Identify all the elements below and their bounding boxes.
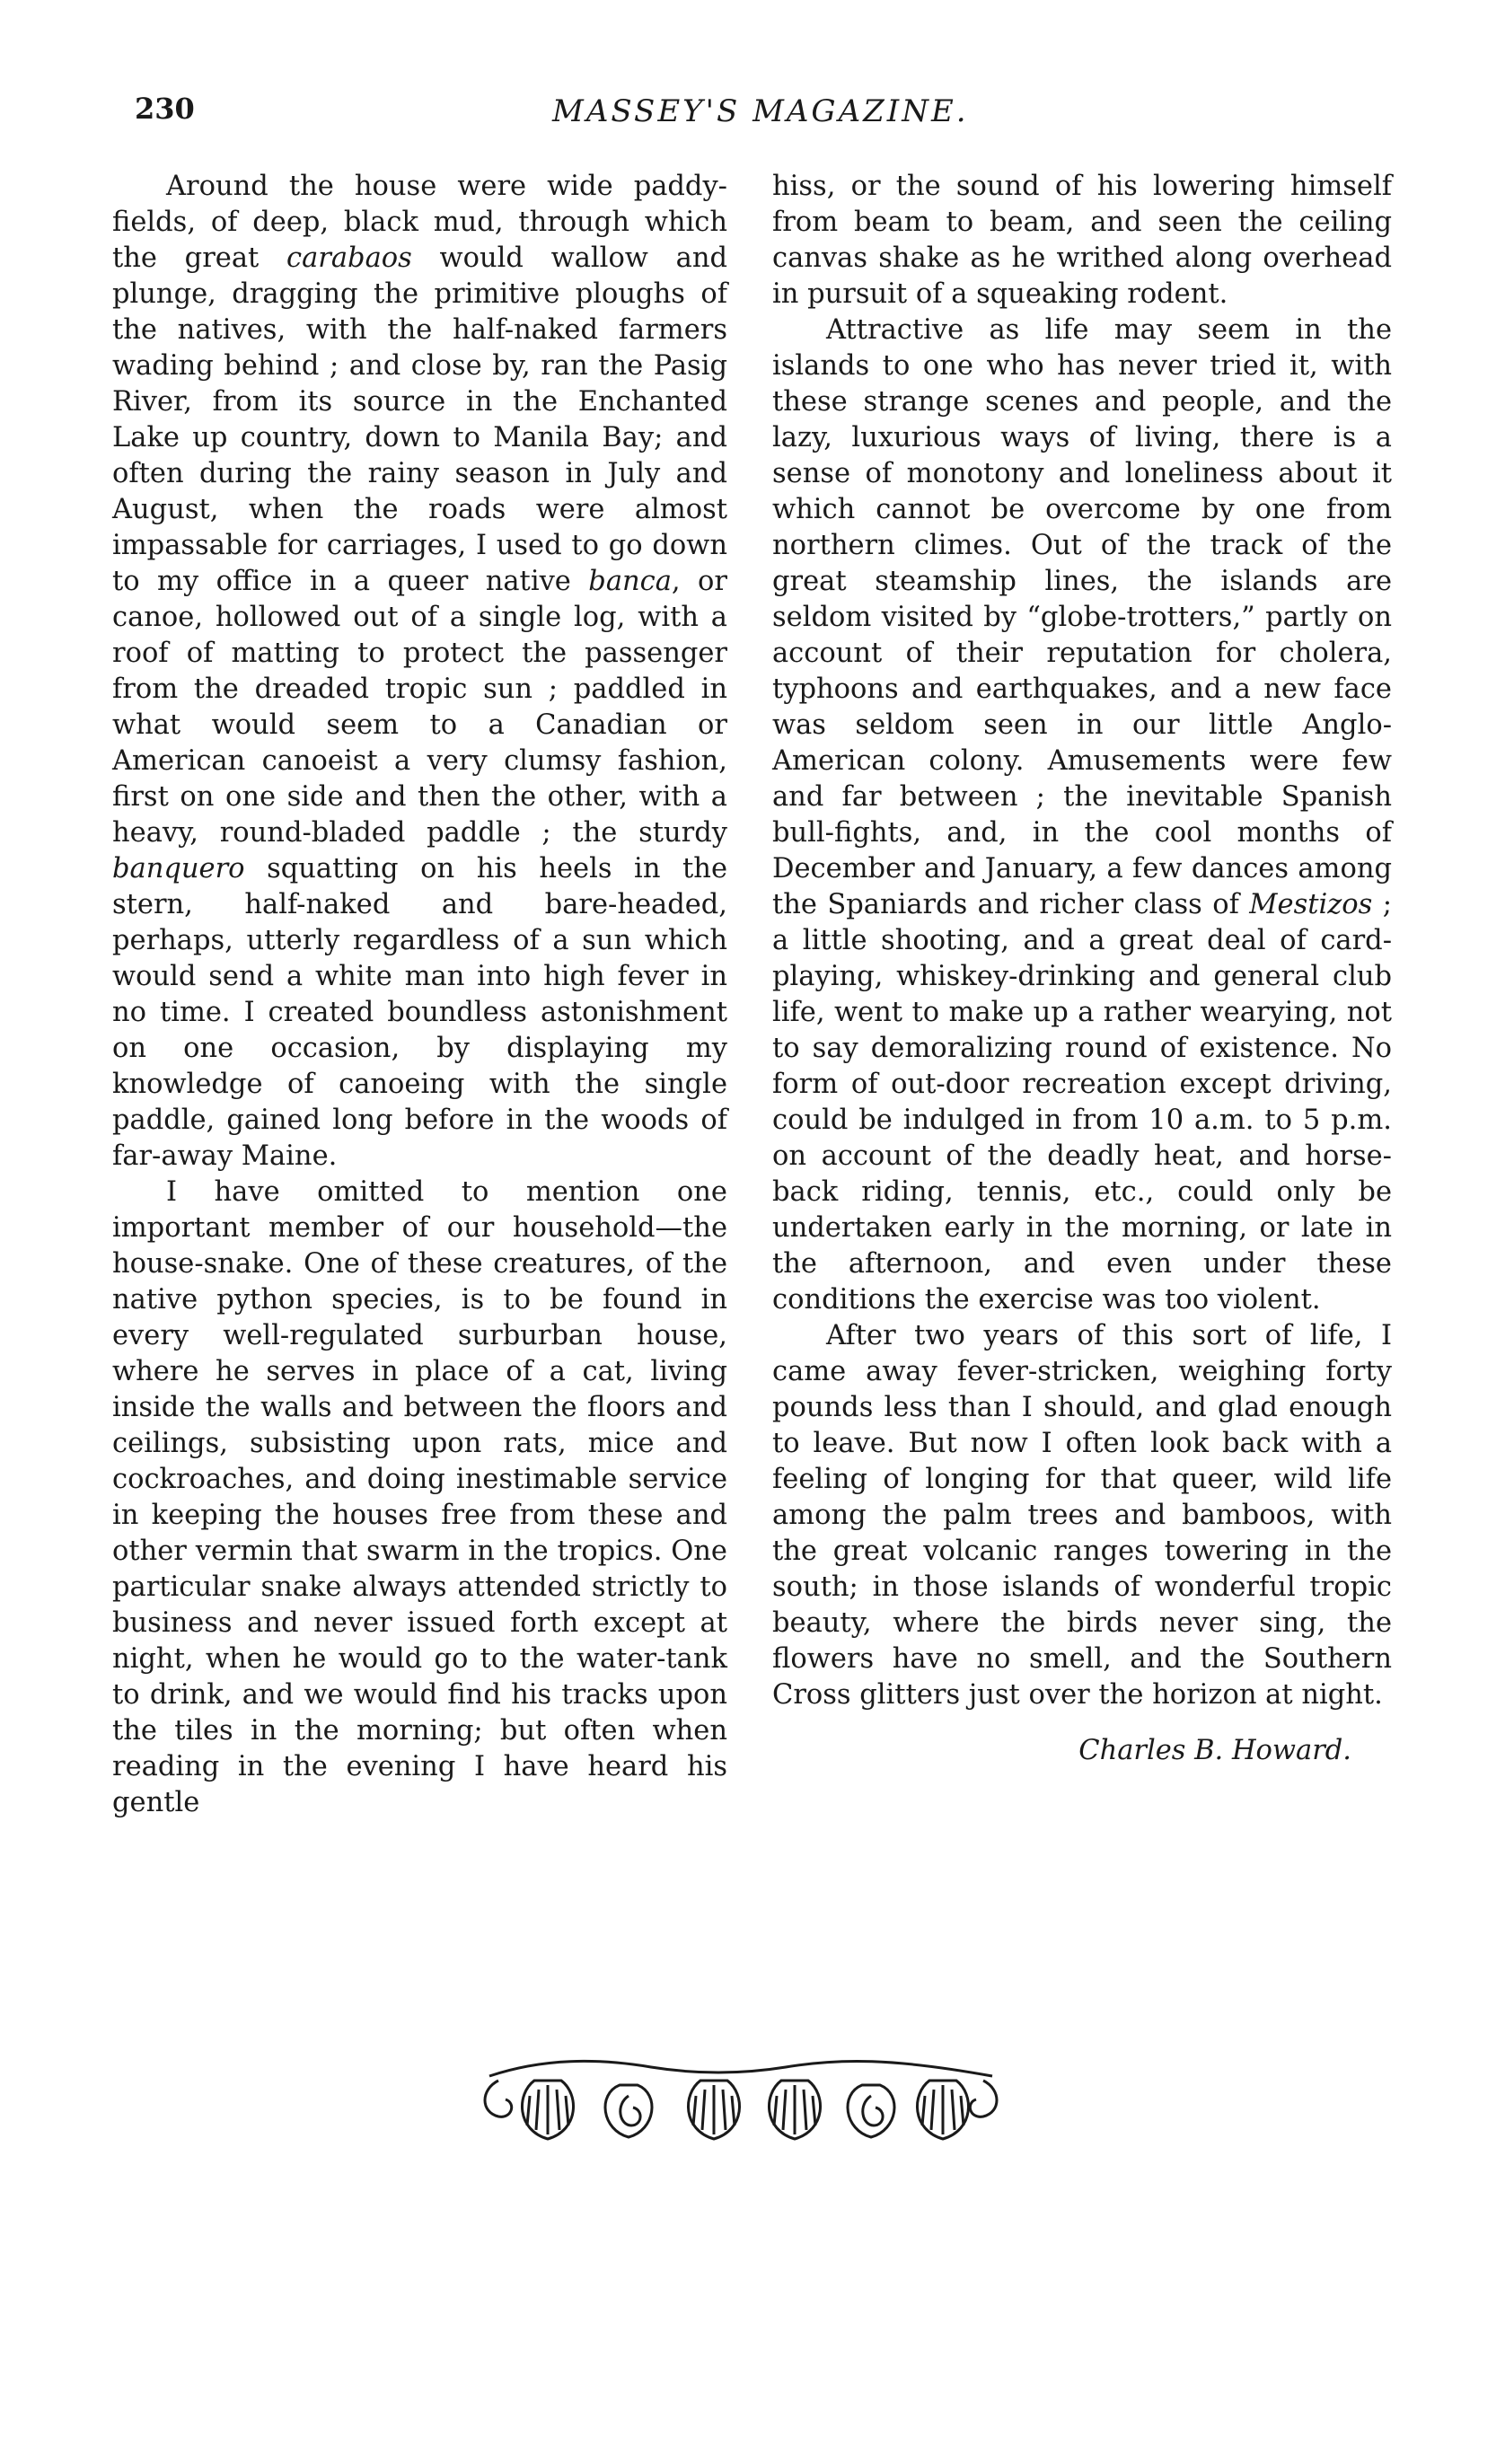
text-run: ; a little shooting, and a great deal of card-playing, whiskey-drinking and general club life, went to make up a rather wearying, not to say demoralizing round of existence. No form of out-door recreation except driving, could be indulged in from 10 a.m. to 5 p.m. on account of the deadly heat, and horse-back riding, tennis, etc., could only be undertaken early in the morning, or late in the afternoon, and even under these conditions the exercise was too violent.: [772, 889, 1393, 1316]
page-number: 230: [135, 92, 195, 126]
italic-term-banca: banca: [588, 566, 672, 597]
paragraph-continuation: hiss, or the sound of his lowering himself from beam to beam, and seen the ceiling canvas shake as he writhed along overhead in pursuit of a squeaking rodent.: [772, 171, 1392, 310]
shell-and-scroll-ornament-icon: [471, 2040, 1010, 2157]
paragraph-island-life: [772, 312, 1392, 1318]
text-run: , or canoe, hollowed out of a single log, with a roof of matting to protect the passenger from the dreaded tropic sun ; paddled in what would seem to a Canadian or American canoeist a very clumsy fashion, first on one side and then the other, with a heavy, round-bladed paddle ; the sturdy: [112, 566, 727, 849]
italic-term-banquero: banquero: [112, 853, 245, 884]
paragraph-departure: After two years of this sort of life, I came away fever-stricken, weighing forty pounds less than I should, and glad enough to leave. But now I often look back with a feeling of longing for that queer, wild life among the palm trees and bamboos, with the great volcanic ranges towering in the south; in those islands of wonderful tropic beauty, where the birds never sing, the flowers have no smell, and the Southern Cross glitters just over the horizon at night.: [772, 1320, 1392, 1711]
text-run: Attractive as life may seem in the islands to one who has never tried it, with these strange scenes and people, and the lazy, luxurious ways of living, there is a sense of monotony and loneliness about it which cannot be overcome by one from northern climes. Out of the track of the great steamship lines, the islands are seldom visited by “globe-trotters,” partly on account of their reputation for cholera, typhoons and earthquakes, and a new face was seldom seen in our little Anglo-American colony. Amusements were few and far between ; the inevitable Spanish bull-fights, and, in the cool months of December and January, a few dances among the Spaniards and richer class of: [772, 314, 1392, 920]
running-title: MASSEY'S MAGAZINE.: [552, 93, 969, 129]
page-header: [135, 92, 1374, 145]
text-run: Around the house were wide paddy-fields, of deep, black mud, through which the great: [112, 171, 727, 274]
text-run: would wallow and plunge, dragging the primitive ploughs of the natives, with the half-naked farmers wading behind ; and close by, ran the Pasig River, from its source in the Enchanted Lake up country, down to Manila Bay; and often during the rainy season in July and August, when the roads were almost impassable for carriages, I used to go down to my office in a queer native: [112, 242, 727, 597]
author-signature: Charles B. Howard.: [1078, 1735, 1351, 1766]
text-run: squatting on his heels in the stern, half-naked and bare-headed, perhaps, utterly regardless of a sun which would send a white man into high fever in no time. I created boundless astonishment on one occasion, by displaying my knowledge of canoeing with the single paddle, gained long before in the woods of far-away Maine.: [112, 853, 727, 1172]
italic-term-mestizos: Mestizos: [1249, 889, 1373, 920]
left-column: [112, 169, 727, 1821]
right-column: [772, 169, 1392, 1769]
paragraph-paddy-fields: [112, 169, 727, 1175]
italic-term-carabaos: carabaos: [286, 242, 412, 274]
paragraph-house-snake: I have omitted to mention one important member of our household—the house-snake. One of these creatures, of the native python species, is to be found in every well-regulated surburban house, where he serves in place of a cat, living inside the walls and between the floors and ceilings, subsisting upon rats, mice and cockroaches, and doing inestimable service in keeping the houses free from these and other vermin that swarm in the tropics. One particular snake always attended strictly to business and never issued forth except at night, when he would go to the water-tank to drink, and we would find his tracks upon the tiles in the morning; but often when reading in the evening I have heard his gentle: [112, 1176, 727, 1818]
